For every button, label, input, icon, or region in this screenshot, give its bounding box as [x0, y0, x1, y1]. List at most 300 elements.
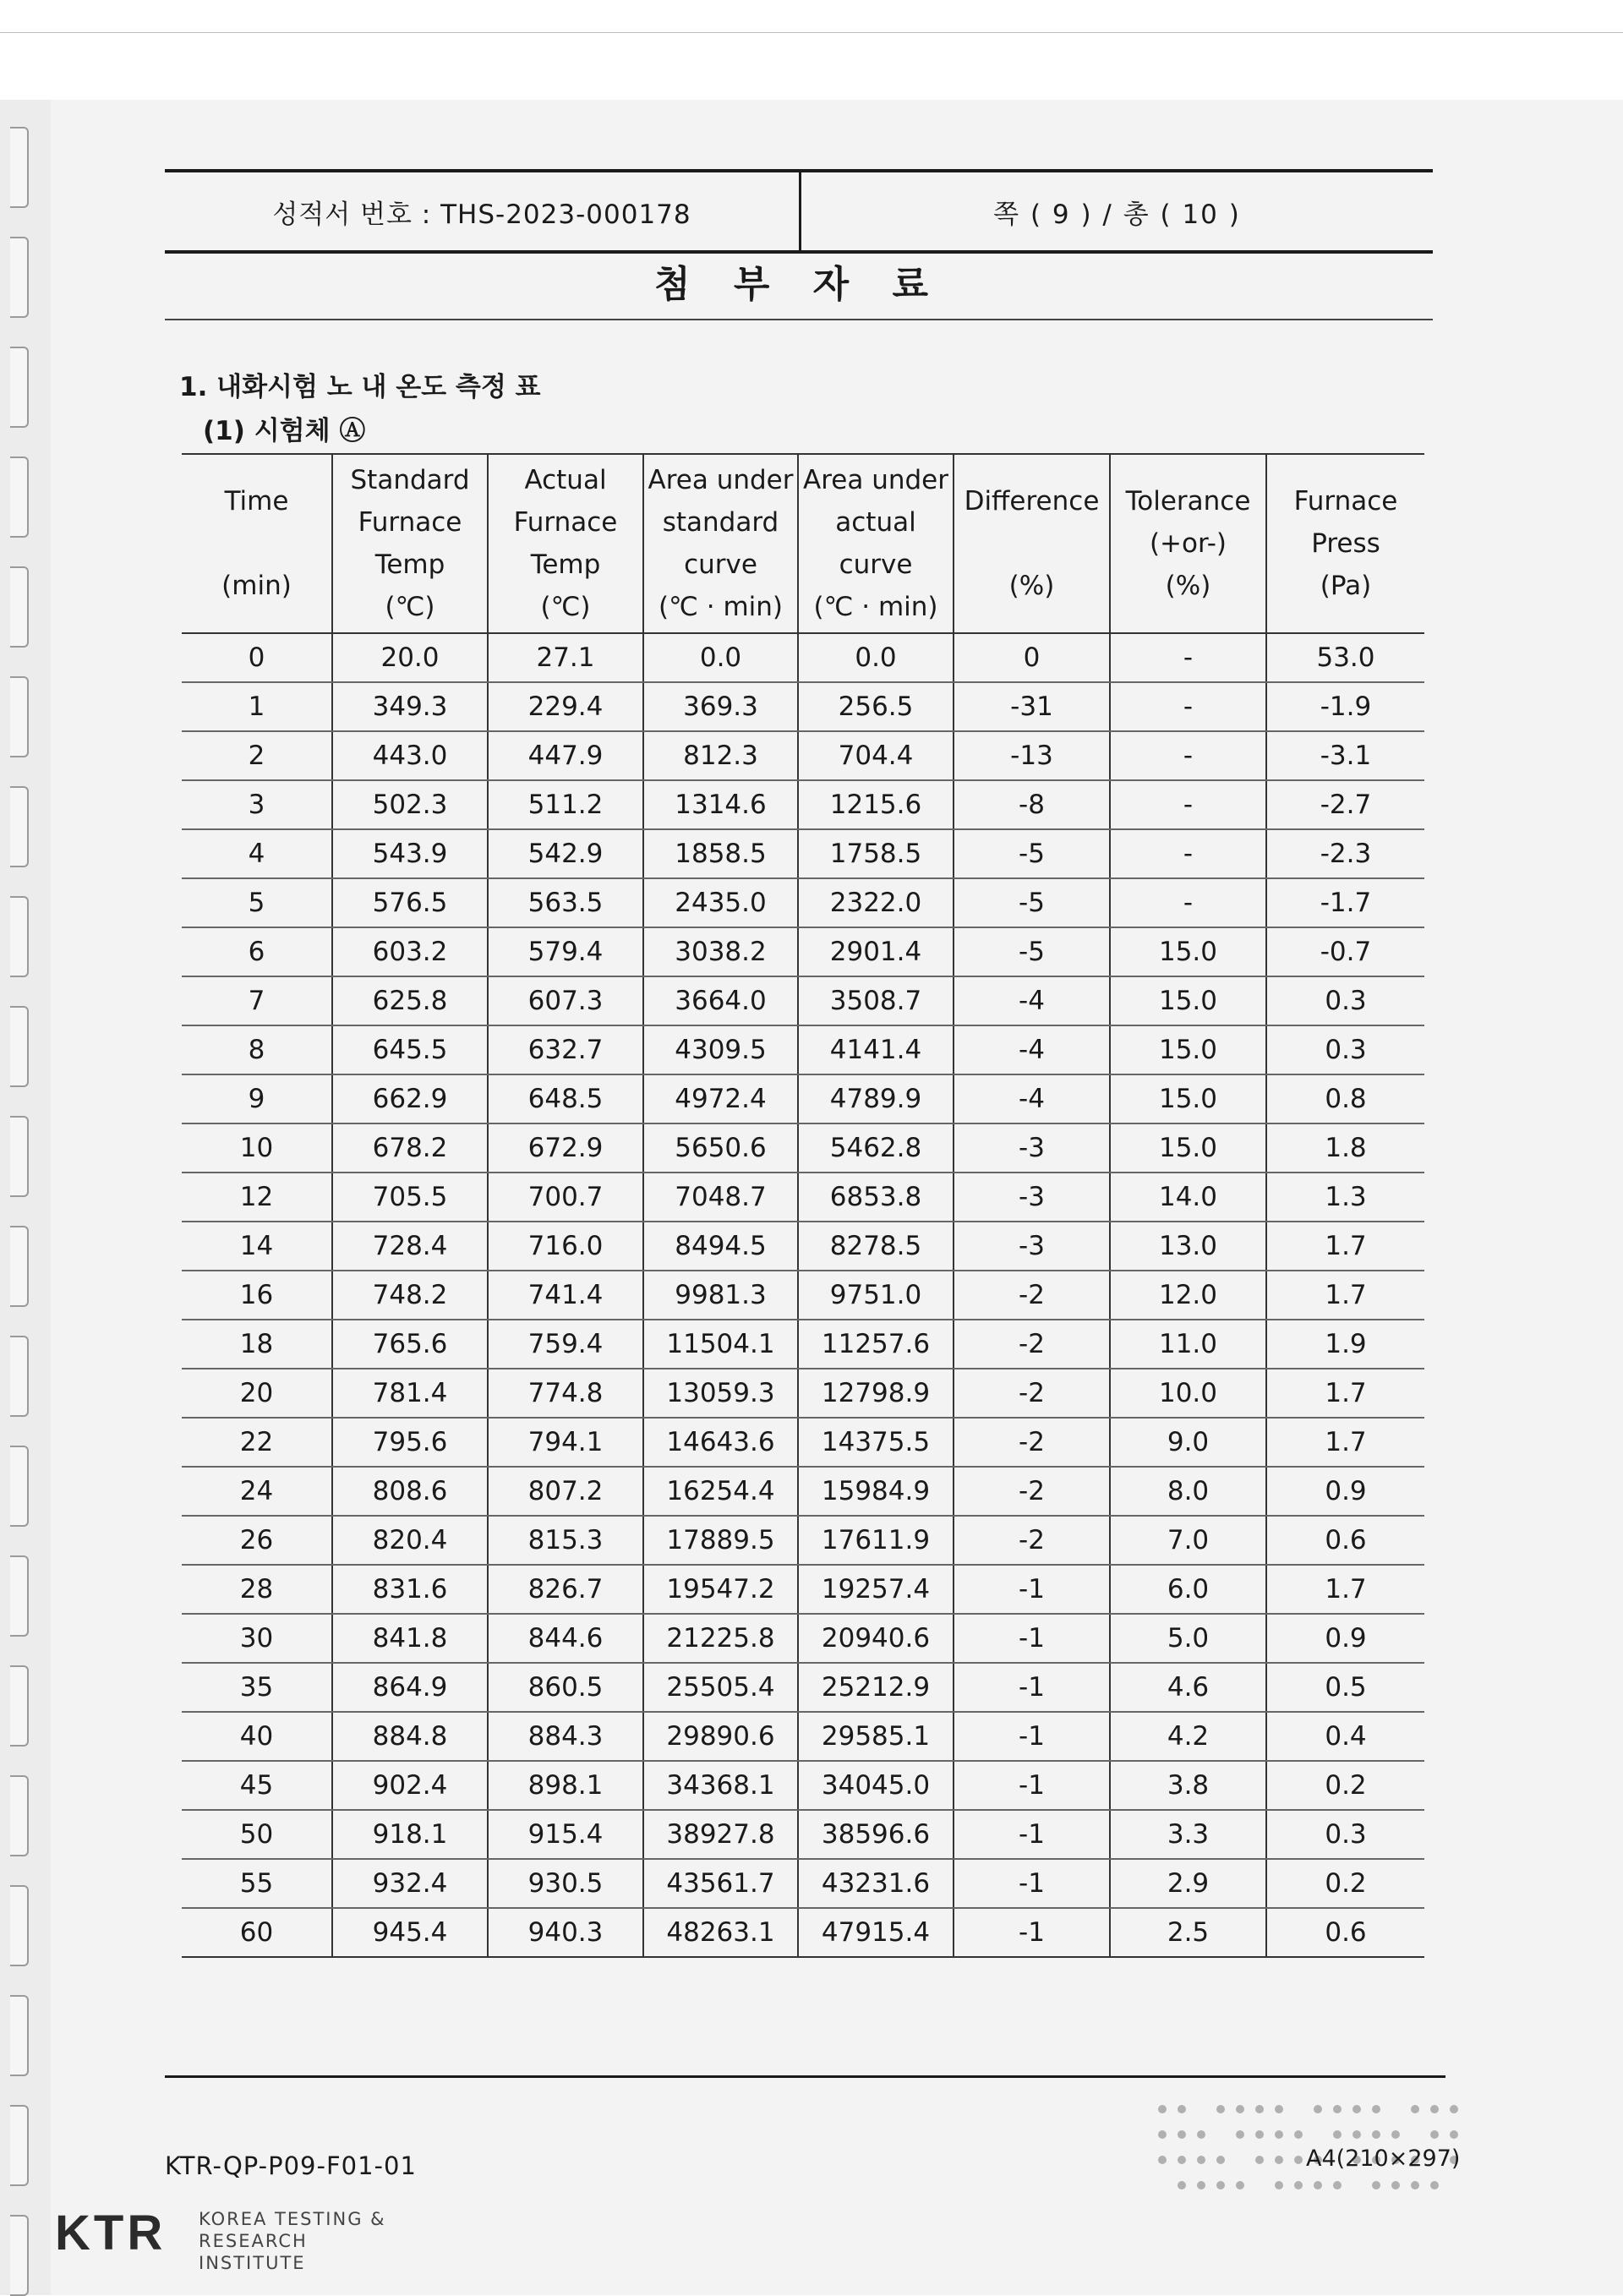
table-cell: 14.0 [1110, 1173, 1266, 1222]
table-cell: 930.5 [488, 1859, 643, 1908]
logo-dot [1411, 2105, 1419, 2113]
column-header-line: curve [839, 549, 913, 580]
column-header-line: Difference [964, 486, 1100, 517]
table-cell: 860.5 [488, 1663, 643, 1712]
table-cell: -1 [954, 1908, 1110, 1957]
table-cell: 765.6 [332, 1320, 488, 1369]
table-cell: 2.5 [1110, 1908, 1266, 1957]
table-cell: 4 [182, 829, 332, 878]
table-cell: 15.0 [1110, 1025, 1266, 1074]
table-cell: 542.9 [488, 829, 643, 878]
table-cell: 27.1 [488, 633, 643, 682]
ktr-logo-letters: KTR [55, 2206, 167, 2260]
logo-dot [1178, 2181, 1186, 2189]
table-cell: 0.2 [1266, 1859, 1424, 1908]
column-header-line: Actual [524, 465, 607, 495]
table-cell: 20.0 [332, 633, 488, 682]
logo-dot [1158, 2156, 1167, 2164]
table-cell: -1 [954, 1761, 1110, 1810]
logo-dot [1197, 2130, 1205, 2139]
table-cell: - [1110, 780, 1266, 829]
column-header-line: (℃) [540, 592, 591, 622]
table-cell: 30 [182, 1614, 332, 1663]
scan-top-edge [0, 32, 1623, 33]
logo-dot [1372, 2130, 1380, 2139]
table-cell: 9 [182, 1074, 332, 1123]
table-cell: 4789.9 [798, 1074, 954, 1123]
column-header-line: (+or-) [1149, 528, 1227, 559]
column-header [182, 454, 332, 633]
table-cell: 607.3 [488, 976, 643, 1025]
table-cell: 20940.6 [798, 1614, 954, 1663]
table-cell: 0 [954, 633, 1110, 682]
table-cell: -3.1 [1266, 731, 1424, 780]
binder-hole [10, 456, 29, 538]
table-row [182, 1516, 1424, 1565]
table-cell: 4.6 [1110, 1663, 1266, 1712]
table-row [182, 976, 1424, 1025]
table-cell: 0.9 [1266, 1614, 1424, 1663]
table-cell: 774.8 [488, 1369, 643, 1418]
table-cell: -3 [954, 1173, 1110, 1222]
table-cell: -8 [954, 780, 1110, 829]
table-cell: 1.7 [1266, 1565, 1424, 1614]
logo-dot [1236, 2130, 1244, 2139]
table-row [182, 1320, 1424, 1369]
table-cell: -1.9 [1266, 682, 1424, 731]
table-cell: 0.3 [1266, 1810, 1424, 1859]
table-cell: -4 [954, 1074, 1110, 1123]
table-cell: 1.8 [1266, 1123, 1424, 1173]
table-cell: 38927.8 [643, 1810, 798, 1859]
table-cell: 20 [182, 1369, 332, 1418]
table-cell: 43561.7 [643, 1859, 798, 1908]
column-header-line: standard [662, 507, 779, 538]
table-cell: -31 [954, 682, 1110, 731]
table-cell: 5.0 [1110, 1614, 1266, 1663]
table-cell: 1.3 [1266, 1173, 1424, 1222]
table-cell: 741.4 [488, 1271, 643, 1320]
table-cell: 945.4 [332, 1908, 488, 1957]
table-cell: -3 [954, 1123, 1110, 1173]
table-cell: 748.2 [332, 1271, 488, 1320]
table-cell: 700.7 [488, 1173, 643, 1222]
logo-dot [1255, 2156, 1264, 2164]
table-cell: 8 [182, 1025, 332, 1074]
table-row [182, 1369, 1424, 1418]
logo-dot [1314, 2105, 1322, 2113]
table-cell: -2 [954, 1320, 1110, 1369]
binder-hole [10, 566, 29, 648]
table-cell: 645.5 [332, 1025, 488, 1074]
logo-dot [1372, 2105, 1380, 2113]
table-cell: 0.0 [798, 633, 954, 682]
column-header-line: Furnace [358, 507, 462, 538]
table-cell: 12.0 [1110, 1271, 1266, 1320]
table-cell: 0.6 [1266, 1516, 1424, 1565]
logo-dot [1216, 2181, 1225, 2189]
table-cell: 14375.5 [798, 1418, 954, 1467]
table-cell: 43231.6 [798, 1859, 954, 1908]
table-cell: 18 [182, 1320, 332, 1369]
table-cell: 38596.6 [798, 1810, 954, 1859]
column-header-line: (℃ · min) [813, 592, 938, 622]
table-cell: 14643.6 [643, 1418, 798, 1467]
table-cell: 1.7 [1266, 1271, 1424, 1320]
table-row [182, 682, 1424, 731]
table-cell: 0.5 [1266, 1663, 1424, 1712]
table-cell: 662.9 [332, 1074, 488, 1123]
table-cell: 9981.3 [643, 1271, 798, 1320]
binder-hole [10, 1775, 29, 1856]
column-header-line: Time [224, 486, 289, 517]
table-cell: 884.3 [488, 1712, 643, 1761]
table-cell: 5650.6 [643, 1123, 798, 1173]
table-cell: 229.4 [488, 682, 643, 731]
table-cell: 1758.5 [798, 829, 954, 878]
table-cell: 940.3 [488, 1908, 643, 1957]
column-header [1266, 454, 1424, 633]
table-cell: 543.9 [332, 829, 488, 878]
table-cell: 34368.1 [643, 1761, 798, 1810]
table-cell: 443.0 [332, 731, 488, 780]
table-cell: 3.3 [1110, 1810, 1266, 1859]
column-header-line: (%) [1165, 571, 1211, 601]
binder-hole [10, 347, 29, 428]
column-header-line: Press [1311, 528, 1380, 559]
table-row [182, 1173, 1424, 1222]
logo-dot [1275, 2181, 1283, 2189]
table-cell: - [1110, 829, 1266, 878]
paper-size-ref: A4(210×297) [1306, 2146, 1461, 2172]
table-cell: 898.1 [488, 1761, 643, 1810]
table-cell: 369.3 [643, 682, 798, 731]
table-cell: 447.9 [488, 731, 643, 780]
furnace-temperature-table [182, 453, 1424, 1958]
table-cell: 22 [182, 1418, 332, 1467]
table-cell: 16254.4 [643, 1467, 798, 1516]
binder-hole [10, 1995, 29, 2076]
table-cell: 807.2 [488, 1467, 643, 1516]
column-header-line: Temp [374, 549, 445, 580]
logo-dot [1275, 2130, 1283, 2139]
table-row [182, 1074, 1424, 1123]
column-header-line: (min) [221, 571, 292, 601]
table-cell: 3038.2 [643, 927, 798, 976]
table-cell: 0.4 [1266, 1712, 1424, 1761]
table-cell: 1314.6 [643, 780, 798, 829]
table-cell: 1.7 [1266, 1418, 1424, 1467]
table-cell: 632.7 [488, 1025, 643, 1074]
table-cell: 13.0 [1110, 1222, 1266, 1271]
logo-dot [1430, 2130, 1439, 2139]
table-cell: 794.1 [488, 1418, 643, 1467]
sub-heading: (1) 시험체 Ⓐ [203, 416, 366, 446]
logo-dot [1352, 2130, 1361, 2139]
logo-dot [1158, 2130, 1167, 2139]
table-cell: 24 [182, 1467, 332, 1516]
table-cell: 11257.6 [798, 1320, 954, 1369]
table-cell: 14 [182, 1222, 332, 1271]
binder-hole [10, 1336, 29, 1417]
table-cell: -1 [954, 1859, 1110, 1908]
table-cell: 3 [182, 780, 332, 829]
table-cell: 672.9 [488, 1123, 643, 1173]
table-cell: 704.4 [798, 731, 954, 780]
table-row [182, 1222, 1424, 1271]
table-cell: -4 [954, 976, 1110, 1025]
table-cell: 25505.4 [643, 1663, 798, 1712]
binder-hole [10, 676, 29, 757]
logo-dot [1216, 2105, 1225, 2113]
table-cell: 5462.8 [798, 1123, 954, 1173]
table-cell: 15.0 [1110, 976, 1266, 1025]
table-cell: 19257.4 [798, 1565, 954, 1614]
table-cell: 10.0 [1110, 1369, 1266, 1418]
column-header-gap [182, 522, 331, 565]
table-cell: 820.4 [332, 1516, 488, 1565]
logo-dot [1255, 2105, 1264, 2113]
binder-hole [10, 1885, 29, 1966]
logo-dot [1450, 2105, 1458, 2113]
table-cell: -5 [954, 878, 1110, 927]
table-cell: - [1110, 878, 1266, 927]
column-header [332, 454, 488, 633]
table-cell: 915.4 [488, 1810, 643, 1859]
column-header-line: Tolerance [1125, 486, 1251, 517]
table-cell: 2 [182, 731, 332, 780]
logo-dot [1216, 2156, 1225, 2164]
table-cell: 15984.9 [798, 1467, 954, 1516]
table-cell: 1.7 [1266, 1369, 1424, 1418]
table-cell: 29585.1 [798, 1712, 954, 1761]
table-row [182, 927, 1424, 976]
binder-hole [10, 1446, 29, 1527]
column-header-gap [954, 522, 1109, 565]
table-cell: 19547.2 [643, 1565, 798, 1614]
footer-rule [165, 2075, 1445, 2078]
table-cell: -2 [954, 1369, 1110, 1418]
table-cell: 0.9 [1266, 1467, 1424, 1516]
table-cell: 603.2 [332, 927, 488, 976]
table-row [182, 1467, 1424, 1516]
table-header-row [182, 454, 1424, 633]
table-cell: 625.8 [332, 976, 488, 1025]
table-cell: 15.0 [1110, 1123, 1266, 1173]
table-cell: 902.4 [332, 1761, 488, 1810]
logo-dot [1352, 2105, 1361, 2113]
table-cell: 1.9 [1266, 1320, 1424, 1369]
table-cell: 13059.3 [643, 1369, 798, 1418]
table-cell: 28 [182, 1565, 332, 1614]
logo-dot [1275, 2105, 1283, 2113]
ktr-logo-name-line1: KOREA TESTING & [199, 2209, 386, 2229]
logo-dot [1391, 2130, 1400, 2139]
table-cell: 3508.7 [798, 976, 954, 1025]
table-cell: 826.7 [488, 1565, 643, 1614]
ktr-logo [55, 2205, 410, 2273]
table-cell: 12798.9 [798, 1369, 954, 1418]
table-cell: 579.4 [488, 927, 643, 976]
table-cell: -1 [954, 1614, 1110, 1663]
table-cell: 2435.0 [643, 878, 798, 927]
table-cell: 10 [182, 1123, 332, 1173]
table-row [182, 731, 1424, 780]
column-header [798, 454, 954, 633]
table-cell: -2 [954, 1516, 1110, 1565]
table-cell: 48263.1 [643, 1908, 798, 1957]
section-heading: 1. 내화시험 노 내 온도 측정 표 [179, 372, 541, 402]
table-cell: 648.5 [488, 1074, 643, 1123]
table-cell: 15.0 [1110, 927, 1266, 976]
logo-dot [1178, 2156, 1186, 2164]
column-header-line: Area under [648, 465, 794, 495]
table-cell: 808.6 [332, 1467, 488, 1516]
logo-dot [1197, 2181, 1205, 2189]
table-cell: 844.6 [488, 1614, 643, 1663]
table-cell: 0.2 [1266, 1761, 1424, 1810]
column-header-line: (℃ · min) [658, 592, 784, 622]
table-cell: 35 [182, 1663, 332, 1712]
binder-hole [10, 1555, 29, 1637]
table-cell: -4 [954, 1025, 1110, 1074]
table-cell: 884.8 [332, 1712, 488, 1761]
logo-dot [1275, 2156, 1283, 2164]
table-cell: 812.3 [643, 731, 798, 780]
logo-dot [1236, 2181, 1244, 2189]
table-cell: -2.3 [1266, 829, 1424, 878]
table-row [182, 1418, 1424, 1467]
table-cell: 0.0 [643, 633, 798, 682]
table-cell: 349.3 [332, 682, 488, 731]
table-row [182, 1859, 1424, 1908]
form-code: KTR-QP-P09-F01-01 [165, 2151, 417, 2180]
table-cell: -2 [954, 1467, 1110, 1516]
table-cell: 0 [182, 633, 332, 682]
table-cell: 3.8 [1110, 1761, 1266, 1810]
report-number: 성적서 번호 : THS-2023-000178 [272, 199, 691, 230]
column-header [643, 454, 798, 633]
table-cell: -1 [954, 1663, 1110, 1712]
binder-hole [10, 2105, 29, 2186]
table-cell: 2901.4 [798, 927, 954, 976]
logo-dot [1411, 2181, 1419, 2189]
table-cell: 8278.5 [798, 1222, 954, 1271]
table-row [182, 1565, 1424, 1614]
table-cell: 17611.9 [798, 1516, 954, 1565]
table-row [182, 1761, 1424, 1810]
logo-dot [1333, 2181, 1342, 2189]
table-row [182, 1614, 1424, 1663]
column-header [1110, 454, 1266, 633]
table-body [182, 633, 1424, 1957]
logo-dot [1255, 2130, 1264, 2139]
table-cell: 34045.0 [798, 1761, 954, 1810]
binder-holes [0, 0, 51, 2295]
table-row [182, 829, 1424, 878]
binder-hole [10, 127, 29, 208]
table-cell: 4972.4 [643, 1074, 798, 1123]
logo-dot [1430, 2181, 1439, 2189]
table-cell: - [1110, 633, 1266, 682]
table-cell: 4309.5 [643, 1025, 798, 1074]
table-cell: - [1110, 682, 1266, 731]
table-cell: -2.7 [1266, 780, 1424, 829]
table-row [182, 1663, 1424, 1712]
table-cell: 50 [182, 1810, 332, 1859]
binder-hole [10, 1006, 29, 1087]
report-header [165, 169, 1433, 254]
logo-dot [1333, 2105, 1342, 2113]
table-cell: 6853.8 [798, 1173, 954, 1222]
table-cell: 17889.5 [643, 1516, 798, 1565]
table-cell: 1858.5 [643, 829, 798, 878]
document-title: 첨 부 자 료 [654, 263, 943, 306]
table-cell: 45 [182, 1761, 332, 1810]
logo-dot [1197, 2156, 1205, 2164]
table-cell: -2 [954, 1418, 1110, 1467]
table-cell: 21225.8 [643, 1614, 798, 1663]
table-cell: 6.0 [1110, 1565, 1266, 1614]
table-cell: 3664.0 [643, 976, 798, 1025]
table-cell: - [1110, 731, 1266, 780]
logo-dot [1430, 2105, 1439, 2113]
table-cell: 12 [182, 1173, 332, 1222]
table-cell: 55 [182, 1859, 332, 1908]
logo-dot [1391, 2181, 1400, 2189]
column-header-line: Temp [530, 549, 601, 580]
logo-dot [1294, 2181, 1303, 2189]
table-cell: 4.2 [1110, 1712, 1266, 1761]
table-cell: 53.0 [1266, 633, 1424, 682]
logo-dot [1178, 2105, 1186, 2113]
table-cell: -13 [954, 731, 1110, 780]
logo-dot [1450, 2130, 1458, 2139]
column-header [954, 454, 1110, 633]
table-cell: 781.4 [332, 1369, 488, 1418]
table-cell: 11.0 [1110, 1320, 1266, 1369]
logo-dot [1314, 2181, 1322, 2189]
binder-hole [10, 237, 29, 318]
binder-hole [10, 896, 29, 977]
table-row [182, 1908, 1424, 1957]
table-cell: 576.5 [332, 878, 488, 927]
column-header-line: (Pa) [1320, 571, 1372, 601]
column-header-line: Furnace [513, 507, 618, 538]
table-cell: 932.4 [332, 1859, 488, 1908]
table-cell: 7.0 [1110, 1516, 1266, 1565]
table-cell: 9751.0 [798, 1271, 954, 1320]
table-cell: -3 [954, 1222, 1110, 1271]
column-header-line: (%) [1008, 571, 1055, 601]
logo-dot [1236, 2105, 1244, 2113]
column-header-line: Standard [350, 465, 470, 495]
table-row [182, 1025, 1424, 1074]
table-cell: 918.1 [332, 1810, 488, 1859]
table-cell: 29890.6 [643, 1712, 798, 1761]
table-cell: 864.9 [332, 1663, 488, 1712]
table-cell: 26 [182, 1516, 332, 1565]
table-cell: 759.4 [488, 1320, 643, 1369]
table-cell: -1 [954, 1565, 1110, 1614]
table-cell: -5 [954, 927, 1110, 976]
table-cell: -1 [954, 1810, 1110, 1859]
logo-dot [1333, 2130, 1342, 2139]
table-row [182, 1271, 1424, 1320]
column-header-line: Furnace [1293, 486, 1398, 517]
table-row [182, 1712, 1424, 1761]
table-cell: 511.2 [488, 780, 643, 829]
